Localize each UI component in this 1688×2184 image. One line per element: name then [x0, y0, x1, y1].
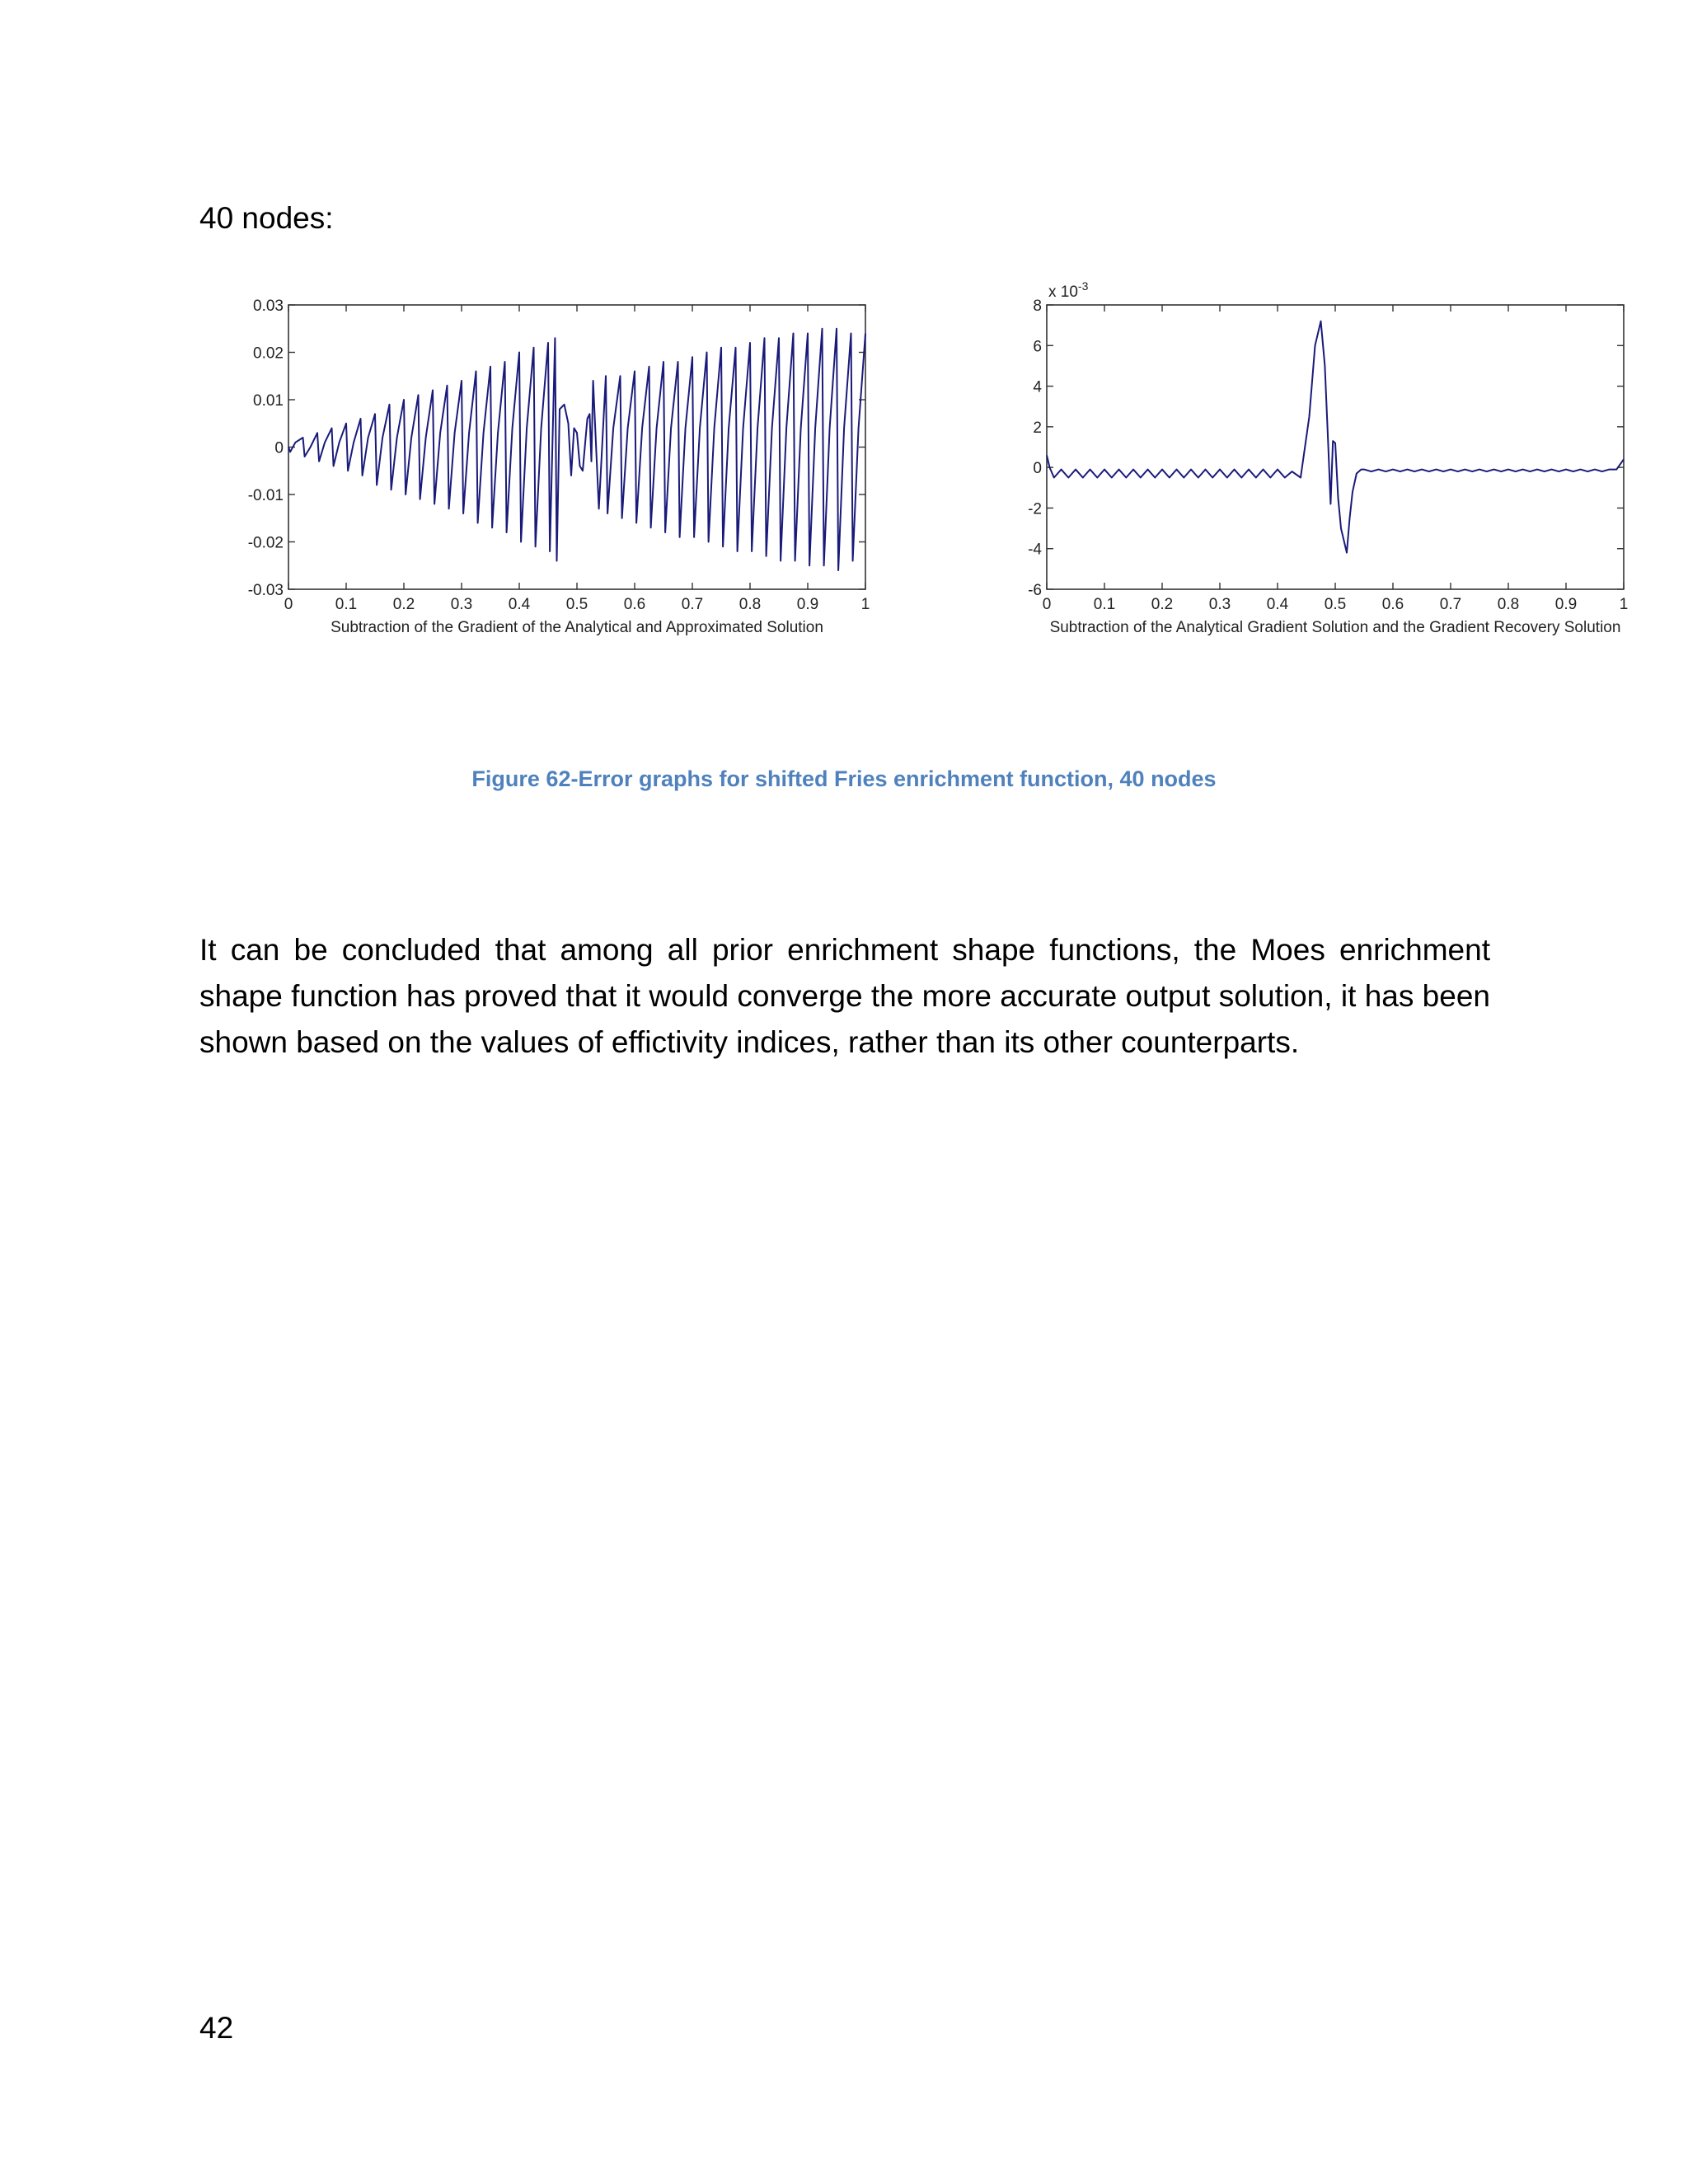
x-tick-label: 1 [860, 596, 870, 613]
x-tick-label: 0.6 [1381, 596, 1404, 613]
y-tick-label: 0.01 [253, 392, 284, 410]
x-tick-label: 1 [1619, 596, 1629, 613]
y-tick-label: 8 [1033, 298, 1042, 315]
gradient-recovery-error-chart [1014, 276, 1681, 643]
y-tick-label: 6 [1033, 338, 1042, 356]
x-tick-label: 0.4 [1266, 596, 1289, 613]
y-tick-label: -4 [1028, 541, 1042, 559]
y-tick-label: -0.02 [247, 534, 284, 552]
x-tick-label: 0.5 [565, 596, 588, 613]
figure-caption: Figure 62-Error graphs for shifted Fries enrichment function, 40 nodes [471, 766, 1217, 791]
section-heading: 40 nodes: [199, 201, 334, 235]
x-tick-label: 0.3 [450, 596, 473, 613]
y-tick-label: 2 [1033, 419, 1042, 437]
x-tick-label: 0 [1042, 596, 1052, 613]
x-tick-label: 0.5 [1324, 596, 1347, 613]
y-tick-label: -6 [1028, 582, 1042, 599]
x-tick-label: 0.9 [1554, 596, 1578, 613]
y-tick-label: 4 [1033, 378, 1042, 396]
y-tick-label: -2 [1028, 500, 1042, 518]
y-tick-label: -0.01 [247, 487, 284, 504]
x-tick-label: 0.8 [1497, 596, 1520, 613]
axis-multiplier: x $10^{-3}$ [1048, 279, 1089, 301]
x-tick-label: 0 [284, 596, 293, 613]
x-tick-label: 0.1 [335, 596, 358, 613]
x-tick-label: 0.3 [1208, 596, 1231, 613]
x-axis-label: Subtraction of the Analytical Gradient Solution and the Gradient Recovery Solution [1049, 619, 1621, 636]
x-tick-label: 0.2 [1151, 596, 1174, 613]
y-tick-label: 0 [274, 439, 284, 457]
x-tick-label: 0.8 [738, 596, 762, 613]
y-tick-label: 0.03 [253, 298, 284, 315]
x-tick-label: 0.2 [392, 596, 415, 613]
x-tick-label: 0.4 [508, 596, 531, 613]
body-paragraph: It can be concluded that among all prior enrichment shape functions, the Moes enrichment shape function has proved that it would converge the more accurate output solution, it has been shown based on the values of effictivity indices, rather than its other counterparts. [199, 933, 1490, 1059]
y-tick-label: 0 [1033, 460, 1042, 478]
x-axis-label: Subtraction of the Gradient of the Analytical and Approximated Solution [331, 619, 823, 636]
x-tick-label: 0.6 [623, 596, 646, 613]
y-tick-label: 0.02 [253, 344, 284, 363]
x-tick-label: 0.7 [681, 596, 704, 613]
x-tick-label: 0.9 [796, 596, 819, 613]
page-number: 42 [199, 2011, 234, 2045]
x-tick-label: 0.1 [1093, 596, 1116, 613]
x-tick-label: 0.7 [1439, 596, 1462, 613]
gradient-error-chart [239, 288, 882, 643]
y-tick-label: -0.03 [247, 582, 284, 599]
